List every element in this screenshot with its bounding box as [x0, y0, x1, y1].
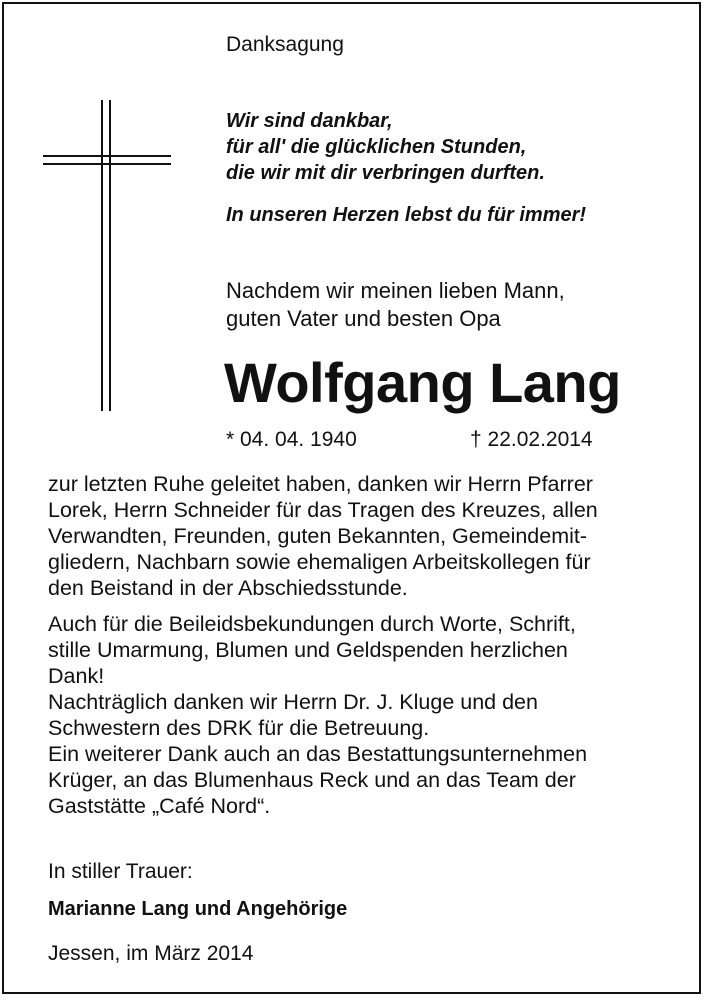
place-date: Jessen, im März 2014	[48, 942, 254, 965]
body-line: Gaststätte „Café Nord“.	[48, 794, 271, 818]
deceased-name: Wolfgang Lang	[224, 351, 621, 414]
verse-line: Wir sind dankbar,	[226, 110, 393, 132]
body-line: Schwestern des DRK für die Betreuung.	[48, 716, 430, 740]
body-line: Nachträglich danken wir Herrn Dr. J. Kluge und den	[48, 690, 538, 714]
body-line: Dank!	[48, 664, 105, 688]
intro-line: guten Vater und besten Opa	[226, 306, 501, 331]
body-line: stille Umarmung, Blumen und Geldspenden herzlichen	[48, 638, 568, 662]
body-line: Ein weiterer Dank auch an das Bestattungsunternehmen	[48, 742, 588, 766]
body-line: gliedern, Nachbarn sowie ehemaligen Arbeitskollegen für	[48, 550, 591, 574]
thanks-body	[48, 471, 688, 819]
intro-line: Nachdem wir meinen lieben Mann,	[226, 278, 565, 303]
body-line: zur letzten Ruhe geleitet haben, danken wir Herrn Pfarrer	[48, 472, 593, 496]
verse-line: die wir mit dir verbringen durften.	[226, 162, 545, 184]
body-line: den Beistand in der Abschiedsstunde.	[48, 576, 408, 600]
birth-date: * 04. 04. 1940	[226, 428, 357, 451]
intro-text	[226, 277, 565, 333]
verse-line: für all' die glücklichen Stunden,	[226, 136, 527, 158]
mourning-line: In stiller Trauer:	[48, 860, 193, 883]
body-line: Lorek, Herrn Schneider für das Tragen des Kreuzes, allen	[48, 498, 598, 522]
death-date: † 22.02.2014	[470, 428, 593, 451]
body-line: Auch für die Beileidsbekundungen durch Worte, Schrift,	[48, 612, 576, 636]
notice-heading: Danksagung	[226, 33, 344, 56]
signatories: Marianne Lang und Angehörige	[48, 898, 348, 920]
body-line: Krüger, an das Blumenhaus Reck und an das Team der	[48, 768, 576, 792]
verse	[226, 108, 545, 186]
body-line: Verwandten, Freunden, guten Bekannten, Gemeindemit-	[48, 524, 588, 548]
verse-closing: In unseren Herzen lebst du für immer!	[226, 204, 587, 226]
